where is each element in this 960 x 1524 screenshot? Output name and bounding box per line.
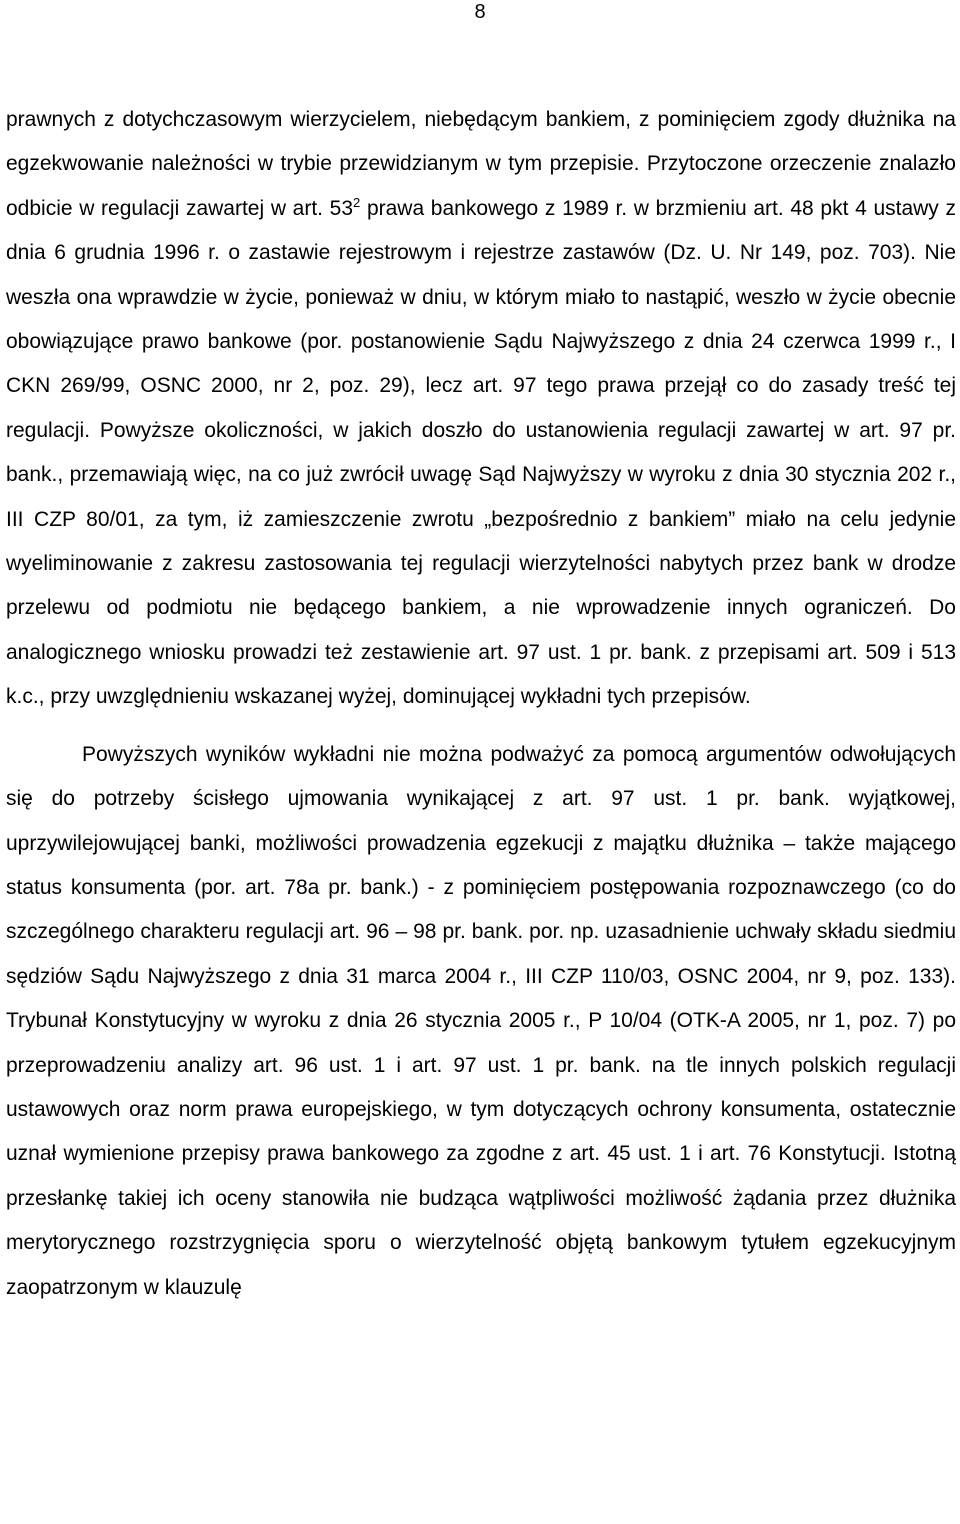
paragraph-second: Powyższych wyników wykładni nie można podważyć za pomocą argumentów odwołujących się do potrzeby ścisłego ujmowania wynikającej z art. 97 ust. 1 pr. bank. wyjątkowej, uprzywilejowującej banki, możliwości prowadzenia egzekucji z majątku dłużnika – także mającego status konsumenta (por. art. 78a pr. bank.) - z pominięciem postępowania rozpoznawczego (co do szczególnego charakteru regulacji art. 96 – 98 pr. bank. por. np. uzasadnienie uchwały składu siedmiu sędziów Sądu Najwyższego z dnia 31 marca 2004 r., III CZP 110/03, OSNC 2004, nr 9, poz. 133). Trybunał Konstytucyjny w wyroku z dnia 26 stycznia 2005 r., P 10/04 (OTK-A 2005, nr 1, poz. 7) po przeprowadzeniu analizy art. 96 ust. 1 i art. 97 ust. 1 pr. bank. na tle innych polskich regulacji ustawowych oraz norm prawa europejskiego, w tym dotyczących ochrony konsumenta, ostatecznie uznał wymienione przepisy prawa bankowego za zgodne z art. 45 ust. 1 i art. 76 Konstytucji. Istotną przesłankę takiej ich oceny stanowiła nie budząca wątpliwości możliwość żądania przez dłużnika merytorycznego rozstrzygnięcia sporu o wierzytelność objętą bankowym tytułem egzekucyjnym zaopatrzonym w klauzulę — [6, 742, 956, 1299]
superscript-article-number: 2 — [353, 194, 361, 210]
page-number: 8 — [474, 1, 486, 23]
paragraph-first-text-end: prawa bankowego z 1989 r. w brzmieniu art. 48 pkt 4 ustawy z dnia 6 grudnia 1996 r. o zastawie rejestrowym i rejestrze zastawów (Dz. U. Nr 149, poz. 703). Nie weszła ona wprawdzie w życie, ponieważ w dniu, w którym miało to nastąpić, weszło w życie obecnie obowiązujące prawo bankowe (por. postanowienie Sądu Najwyższego z dnia 24 czerwca 1999 r., I CKN 269/99, OSNC 2000, nr 2, poz. 29), lecz art. 97 tego prawa przejął co do zasady treść tej regulacji. Powyższe okoliczności, w jakich doszło do ustanowienia regulacji zawartej w art. 97 pr. bank., przemawiają więc, na co już zwrócił uwagę Sąd Najwyższy w wyroku z dnia 30 stycznia 202 r., III CZP 80/01, za tym, iż zamieszczenie zwrotu „bezpośrednio z bankiem” miało na celu jedynie wyeliminowanie z zakresu zastosowania tej regulacji wierzytelności nabytych przez bank w drodze przelewu od podmiotu nie będącego bankiem, a nie wprowadzenie innych ograniczeń. Do analogicznego wniosku prowadzi też zestawienie art. 97 ust. 1 pr. bank. z przepisami art. 509 i 513 k.c., przy uwzględnieniu wskazanej wyżej, dominującej wykładni tych przepisów. — [6, 196, 956, 709]
paragraph-first-text-start: prawnych z dotychczasowym wierzycielem, niebędącym bankiem, z pominięciem zgody dłużnika na egzekwowanie należności w trybie przewidzianym w tym przepisie. Przytoczone orzeczenie znalazło odbicie w regulacji zawartej w art. 53 — [6, 108, 956, 220]
paragraph-first — [6, 98, 956, 720]
document-body — [6, 98, 956, 1310]
